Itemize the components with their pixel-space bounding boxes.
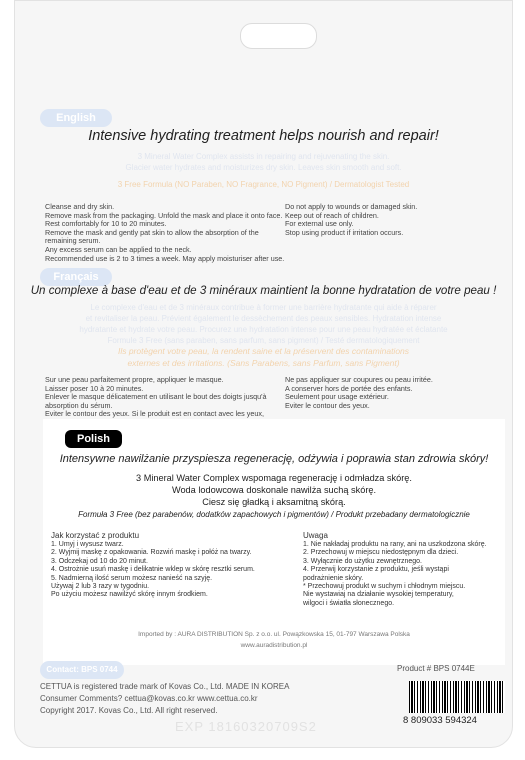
polish-headline: Intensywne nawilżanie przyspiesza regenerację, odżywia i poprawia stan zdrowia skóry!: [59, 453, 489, 465]
footer-copyright: Copyright 2017. Kovas Co., Ltd. All right reserved.: [40, 706, 218, 715]
french-formula-line-2: externes et des irritations. (Sans Parabens, sans Parfum, sans Pigment): [127, 358, 400, 368]
english-faint-line-1: 3 Mineral Water Complex assists in repairing and rejuvenating the skin.: [137, 152, 390, 161]
polish-cautions: [303, 531, 487, 608]
polish-directions: [51, 531, 255, 600]
polish-label: Polish: [65, 430, 122, 448]
french-caution-2: A conserver hors de portée des enfants.: [285, 383, 413, 393]
hang-hole: [240, 23, 317, 49]
french-label: Français: [40, 268, 112, 286]
french-direction-4: absorption du sérum.: [45, 400, 113, 410]
french-direction-2: Laisser poser 10 à 20 minutes.: [45, 383, 144, 393]
french-caution-4: Eviter le contour des yeux.: [285, 400, 370, 410]
polish-line-1: 3 Mineral Water Complex wspomaga regenerację i odmładza skórę.: [136, 473, 412, 483]
importer-text: Imported by : AURA DISTRIBUTION Sp. z o.o. ul. Powązkowska 15, 01-797 Warszawa Polska: [138, 631, 410, 638]
english-direction-1: Cleanse and dry skin.: [45, 202, 115, 211]
expiry-code: EXP 18160320709S2: [175, 719, 317, 734]
polish-sticker: [43, 419, 505, 665]
barcode-number: 8 809033 594324: [403, 715, 477, 726]
polish-direction-1: 1. Umyj i wysusz twarz.: [51, 541, 124, 548]
french-headline: Un complexe à base d'eau et de 3 minéraux maintient la bonne hydratation de votre peau !: [30, 284, 497, 297]
polish-caution-3: 3. Wyłącznie do użytku zewnętrznego.: [303, 557, 422, 565]
english-direction-3: Rest comfortably for 10 to 20 minutes.: [45, 219, 167, 229]
english-direction-7: Recommended use is 2 to 3 times a week. May apply moisturiser after use.: [45, 253, 285, 263]
footer-contact: Consumer Comments? cettua@kovas.co.kr www.cettua.co.kr: [40, 694, 258, 703]
polish-caution-7: Nie wystawiaj na działanie wysokiej temperatury,: [303, 591, 454, 599]
english-caution-1: Do not apply to wounds or damaged skin.: [285, 202, 418, 211]
polish-formula: Formuła 3 Free (bez parabenów, dodatków zapachowych i pigmentów) / Produkt przebadany dermatologicznie: [78, 510, 470, 519]
english-direction-4: Remove the mask and gently pat skin to allow the absorption of the: [45, 227, 259, 237]
polish-caution-5: podrażnienie skóry.: [303, 574, 364, 582]
french-direction-3: Enlever le masque délicatement en utilisant le bout des doigts jusqu'à: [45, 392, 267, 402]
french-faint-line-1: Le complexe d'eau et de 3 minéraux contribue à former une barrière hydratante qui aide à réparer: [90, 303, 437, 312]
polish-caution-8: wilgoci i światła słonecznego.: [303, 599, 395, 607]
french-caution-3: Seulement pour usage extérieur.: [285, 392, 389, 402]
french-direction-1: Sur une peau parfaitement propre, appliquer le masque.: [45, 375, 224, 384]
french-cautions: [285, 376, 433, 410]
barcode: [409, 681, 505, 713]
english-caution-4: Stop using product if irritation occurs.: [285, 227, 404, 237]
english-headline: Intensive hydrating treatment helps nourish and repair!: [88, 128, 439, 144]
polish-cautions-title: Uwaga: [303, 531, 328, 540]
polish-caution-2: 2. Przechowuj w miejscu niedostępnym dla dzieci.: [303, 549, 459, 557]
polish-direction-6: Używaj 2 lub 3 razy w tygodniu.: [51, 583, 150, 591]
english-faint-line-2: Glacier water hydrates and moisturizes dry skin. Leaves skin smooth and soft.: [125, 163, 402, 172]
french-faint-line-4: Formule 3 Free (sans paraben, sans parfum, sans pigment) / Testé dermatologiquement: [107, 336, 420, 345]
polish-direction-4: 4. Ostrożnie usuń maskę i delikatnie wklep w skórę resztki serum.: [51, 566, 255, 574]
polish-caution-1: 1. Nie nakładaj produktu na rany, ani na uszkodzona skórę.: [303, 541, 487, 548]
english-formula: 3 Free Formula (NO Paraben, NO Fragrance, NO Pigment) / Dermatologist Tested: [117, 180, 410, 189]
polish-directions-title: Jak korzystać z produktu: [51, 531, 140, 540]
french-direction-5: Eviter le contour des yeux. Si le produit est en contact avec les yeux,: [45, 409, 264, 419]
footer-faint-pill: Contact: BPS 0744: [40, 661, 124, 679]
english-direction-5: remaining serum.: [45, 236, 101, 246]
polish-caution-4: 4. Przerwij korzystanie z produktu, jeśli wystąpi: [303, 566, 449, 574]
french-formula-line-1: Ils protègent votre peau, la rendent saine et la préservent des contaminations: [117, 346, 410, 356]
french-faint-line-3: hydratante et hydrate votre peau. Procurez une hydratation intense pour une peau hydratée et éclatante: [79, 325, 448, 334]
sachet-back: [14, 0, 513, 748]
polish-direction-5: 5. Nadmierną ilość serum możesz nanieść na szyję.: [51, 574, 213, 582]
product-number: Product # BPS 0744E: [397, 664, 475, 673]
polish-direction-2: 2. Wyjmij maskę z opakowania. Rozwiń maskę i połóż na twarzy.: [51, 549, 252, 557]
polish-caution-6: * Przechowuj produkt w suchym i chłodnym miejscu.: [303, 583, 466, 591]
polish-direction-3: 3. Odczekaj od 10 do 20 minut.: [51, 557, 148, 565]
french-faint-line-2: et revitaliser la peau. Prévient également le dessèchement des peaux sensibles. Hydratation intense: [85, 314, 442, 323]
english-caution-3: For external use only.: [285, 219, 354, 229]
footer-trademark: CETTUA is registered trade mark of Kovas Co., Ltd. MADE IN KOREA: [40, 682, 290, 691]
english-direction-2: Remove mask from the packaging. Unfold the mask and place it onto face.: [45, 210, 283, 220]
polish-direction-7: Po użyciu możesz nawilżyć skórę innym środkiem.: [51, 591, 208, 599]
polish-line-2: Woda lodowcowa doskonale nawilża suchą skórę.: [171, 485, 377, 495]
importer-website: www.auradistribution.pl: [240, 642, 308, 649]
french-caution-1: Ne pas appliquer sur coupures ou peau irritée.: [285, 375, 433, 384]
english-caution-2: Keep out of reach of children.: [285, 210, 379, 220]
english-cautions: [285, 203, 417, 237]
polish-line-3: Ciesz się gładką i aksamitną skórą.: [202, 497, 346, 507]
english-direction-6: Any excess serum can be applied to the neck.: [45, 244, 192, 254]
english-directions: [45, 203, 284, 263]
english-label: English: [40, 109, 112, 127]
french-directions: [45, 376, 267, 419]
